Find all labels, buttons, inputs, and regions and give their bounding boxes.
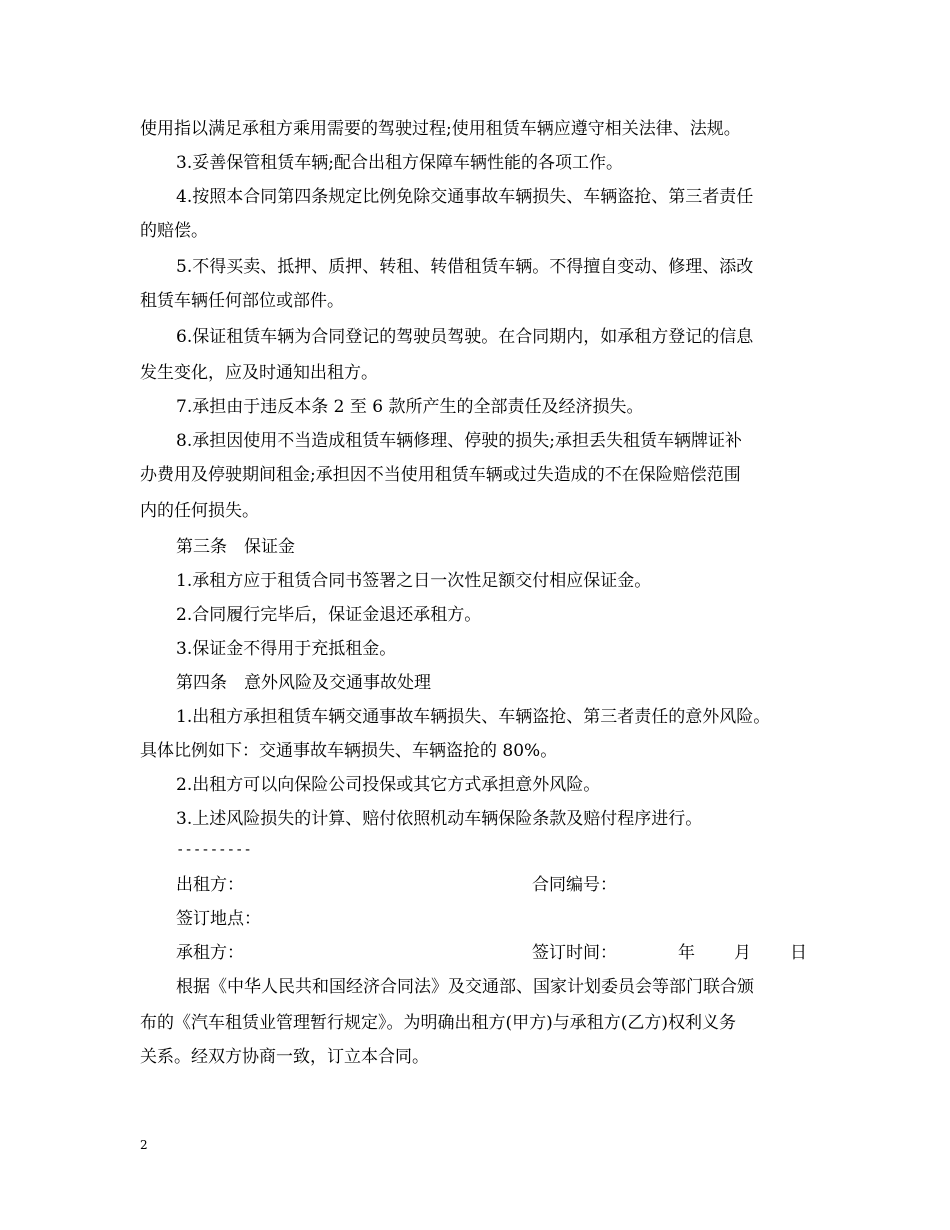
- text-line: 7.承担由于违反本条 2 至 6 款所产生的全部责任及经济损失。: [176, 397, 644, 417]
- year-label: 年: [678, 943, 695, 963]
- day-label: 日: [790, 943, 807, 963]
- text-line: 6.保证租赁车辆为合同登记的驾驶员驾驶。在合同期内，如承租方登记的信息: [176, 327, 754, 347]
- text-line: 内的任何损失。: [140, 501, 259, 521]
- closing-line: 布的《汽车租赁业管理暂行规定》。为明确出租方(甲方)与承租方(乙方)权利义务: [140, 1013, 737, 1033]
- text-line: 租赁车辆任何部位或部件。: [140, 291, 344, 311]
- page-number: 2: [140, 1138, 148, 1152]
- text-line: 5.不得买卖、抵押、质押、转租、转借租赁车辆。不得擅自变动、修理、添改: [176, 257, 754, 277]
- text-line: 办费用及停驶期间租金;承担因不当使用租赁车辆或过失造成的不在保险赔偿范围: [140, 465, 741, 485]
- text-line: 使用指以满足承租方乘用需要的驾驶过程;使用租赁车辆应遵守相关法律、法规。: [140, 119, 741, 139]
- text-line: 发生变化，应及时通知出租方。: [140, 363, 378, 383]
- text-line: 1.出租方承担租赁车辆交通事故车辆损失、车辆盗抢、第三者责任的意外风险。: [176, 707, 771, 727]
- text-line: 4.按照本合同第四条规定比例免除交通事故车辆损失、车辆盗抢、第三者责任: [176, 187, 754, 207]
- separator-dashes: ---------: [176, 842, 252, 858]
- closing-line: 关系。经双方协商一致，订立本合同。: [140, 1047, 429, 1067]
- text-line: 2.出租方可以向保险公司投保或其它方式承担意外风险。: [176, 775, 601, 795]
- signing-time-label: 签订时间：: [532, 943, 617, 963]
- closing-line: 根据《中华人民共和国经济合同法》及交通部、国家计划委员会等部门联合颁: [176, 977, 754, 997]
- text-line: 8.承担因使用不当造成租赁车辆修理、停驶的损失;承担丢失租赁车辆牌证补: [176, 431, 742, 451]
- section-heading: 第三条 保证金: [176, 537, 295, 557]
- text-line: 3.上述风险损失的计算、赔付依照机动车辆保险条款及赔付程序进行。: [176, 809, 703, 829]
- lessor-label: 出租方：: [176, 875, 244, 895]
- contract-number-label: 合同编号：: [532, 875, 617, 895]
- section-heading: 第四条 意外风险及交通事故处理: [176, 673, 431, 693]
- text-line: 具体比例如下：交通事故车辆损失、车辆盗抢的 80%。: [140, 741, 558, 761]
- text-line: 3.保证金不得用于充抵租金。: [176, 639, 397, 659]
- signing-place-label: 签订地点：: [176, 909, 261, 929]
- text-line: 的赔偿。: [140, 221, 208, 241]
- month-label: 月: [734, 943, 751, 963]
- text-line: 2.合同履行完毕后，保证金退还承租方。: [176, 605, 482, 625]
- text-line: 3.妥善保管租赁车辆;配合出租方保障车辆性能的各项工作。: [176, 153, 623, 173]
- text-line: 1.承租方应于租赁合同书签署之日一次性足额交付相应保证金。: [176, 571, 652, 591]
- lessee-label: 承租方：: [176, 943, 244, 963]
